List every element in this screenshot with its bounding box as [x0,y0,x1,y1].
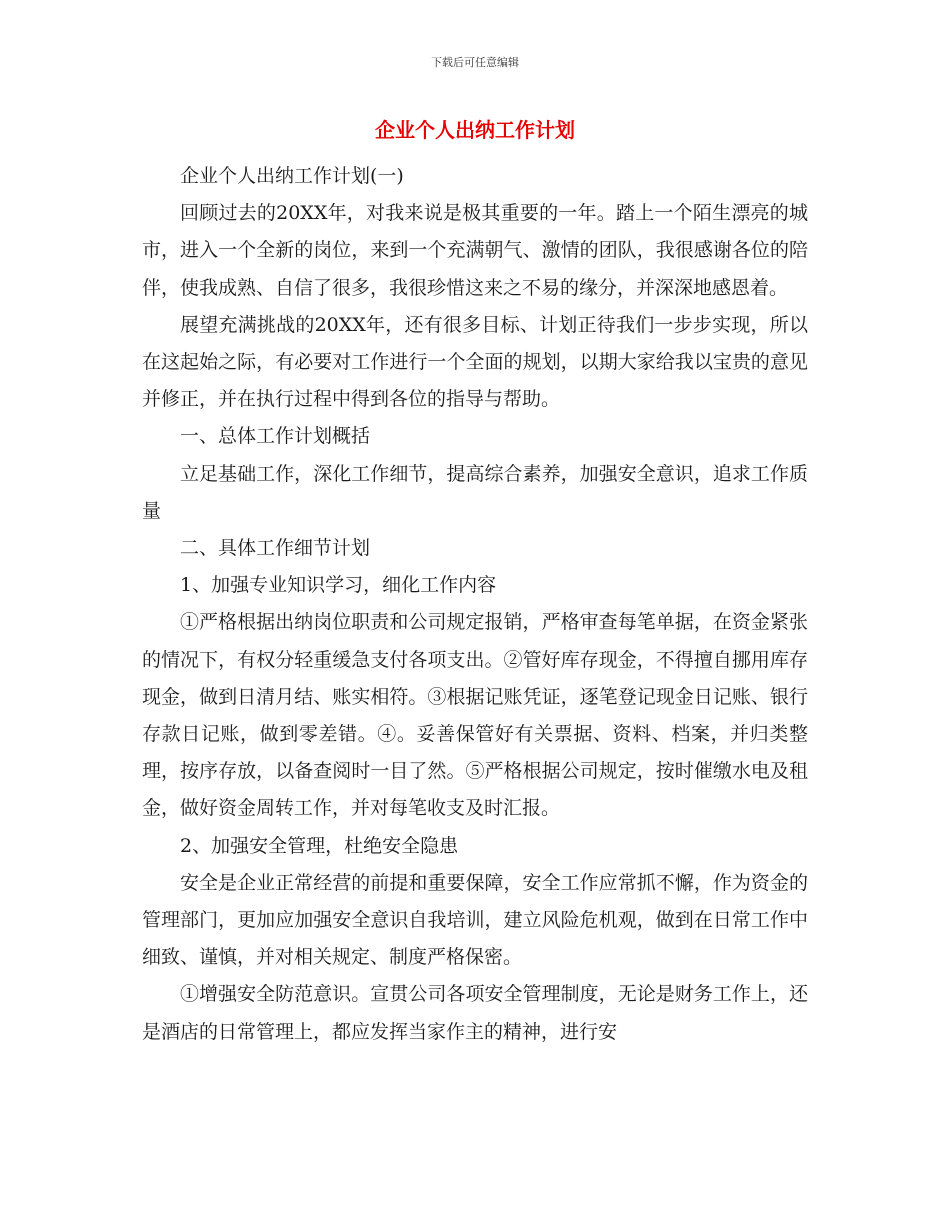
paragraph: 立足基础工作，深化工作细节，提高综合素养，加强安全意识，追求工作质量 [142,462,808,522]
section-heading: 二、具体工作细节计划 [180,537,371,560]
paragraph: 企业个人出纳工作计划(一) [180,165,404,187]
subsection-heading: 1、加强专业知识学习，细化工作内容 [180,574,497,597]
paragraph: 回顾过去的20XX年，对我来说是极其重要的一年。踏上一个陌生漂亮的城市，进入一个全新的岗位，来到一个充满朝气、激情的团队，我很感谢各位的陪伴，使我成熟、自信了很多，我很珍惜这来之不易的缘分，并深深地感恩着。 [142,202,808,299]
document-body [142,158,808,1051]
paragraph: ①严格根据出纳岗位职责和公司规定报销，严格审查每笔单据，在资金紧张的情况下，有权分轻重缓急支付各项支出。②管好库存现金，不得擅自挪用库存现金，做到日清月结、账实相符。③根据记账凭证，逐笔登记现金日记账、银行存款日记账，做到零差错。④。妥善保管好有关票据、资料、档案，并归类整理，按序存放，以备查阅时一目了然。⑤严格根据公司规定，按时催缴水电及租金，做好资金周转工作，并对每笔收支及时汇报。 [142,611,808,820]
subsection-heading: 2、加强安全管理，杜绝安全隐患 [180,834,459,857]
paragraph: 安全是企业正常经营的前提和重要保障，安全工作应常抓不懈，作为资金的管理部门，更加应加强安全意识自我培训，建立风险危机观，做到在日常工作中细致、谨慎，并对相关规定、制度严格保密。 [142,871,808,969]
document-title: 企业个人出纳工作计划 [375,118,575,142]
paragraph: 展望充满挑战的20XX年，还有很多目标、计划正待我们一步步实现，所以在这起始之际，有必要对工作进行一个全面的规划，以期大家给我以宝贵的意见并修正，并在执行过程中得到各位的指导与帮助。 [142,313,808,411]
section-heading: 一、总体工作计划概括 [180,425,371,448]
header-note: 下载后可任意编辑 [431,56,519,69]
paragraph: ①增强安全防范意识。宣贯公司各项安全管理制度，无论是财务工作上，还是酒店的日常管理上，都应发挥当家作主的精神，进行安 [142,983,808,1043]
